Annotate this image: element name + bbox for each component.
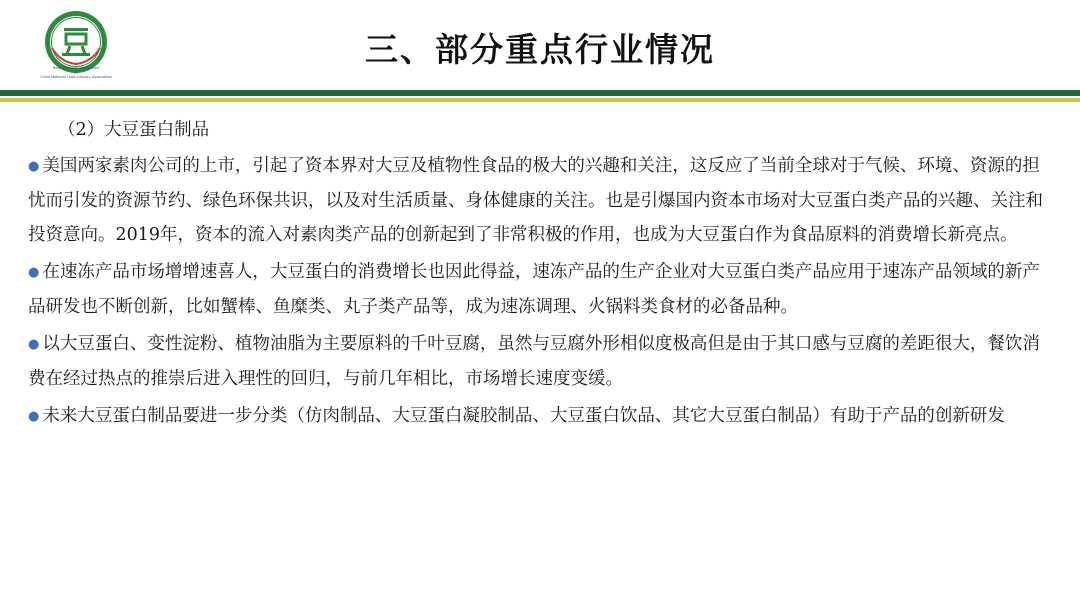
bullet-paragraph [28,399,1044,434]
section-subheading: （2）大豆蛋白制品 [58,120,210,140]
paragraph-text: 美国两家素肉公司的上市，引起了资本界对大豆及植物性食品的极大的兴趣和关注，这反应了当前全球对于气候、环境、资源的担忧而引发的资源节约、绿色环保共识，以及对生活质量、身体健康的关注。也是引爆国内资本市场对大豆蛋白类产品的兴趣、关注和投资意向。2019年，资本的流入对素肉类产品的创新起到了非常积极的作用，也成为大豆蛋白作为食品原料的消费增长新亮点。 [28,156,1043,245]
paragraph-text: 在速冻产品市场增增速喜人，大豆蛋白的消费增长也因此得益，速冻产品的生产企业对大豆蛋白类产品应用于速冻产品领域的新产品研发也不断创新，比如蟹棒、鱼糜类、丸子类产品等，成为速冻调理、火锅料类食材的必备品种。 [28,262,1040,317]
bullet-dot-icon: ● [28,265,40,280]
slide-title: 三、部分重点行业情况 [365,30,715,69]
header-rule-gold [0,98,1080,102]
bullet-paragraph [28,149,1044,252]
header-rule-green [0,90,1080,96]
bullet-paragraph [28,255,1044,324]
bullet-paragraph [28,327,1044,396]
bullet-dot-icon: ● [28,159,40,174]
logo-caption-line: OF [73,70,79,75]
bullet-dot-icon: ● [28,337,40,352]
bullet-dot-icon: ● [28,409,40,424]
logo-caption-line: China National Food Industry Association [40,75,112,79]
paragraph-text: 以大豆蛋白、变性淀粉、植物油脂为主要原料的千叶豆腐，虽然与豆腐外形相似度极高但是由于其口感与豆腐的差距很大，餐饮消费在经过热点的推崇后进入理性的回归，与前几年相比，市场增长速度变缓。 [28,334,1040,389]
slide-body [28,113,1044,437]
logo-caption-line: Bean Products Association [52,66,100,70]
paragraph-text: 未来大豆蛋白制品要进一步分类（仿肉制品、大豆蛋白凝胶制品、大豆蛋白饮品、其它大豆蛋白制品）有助于产品的创新研发 [42,406,1005,426]
